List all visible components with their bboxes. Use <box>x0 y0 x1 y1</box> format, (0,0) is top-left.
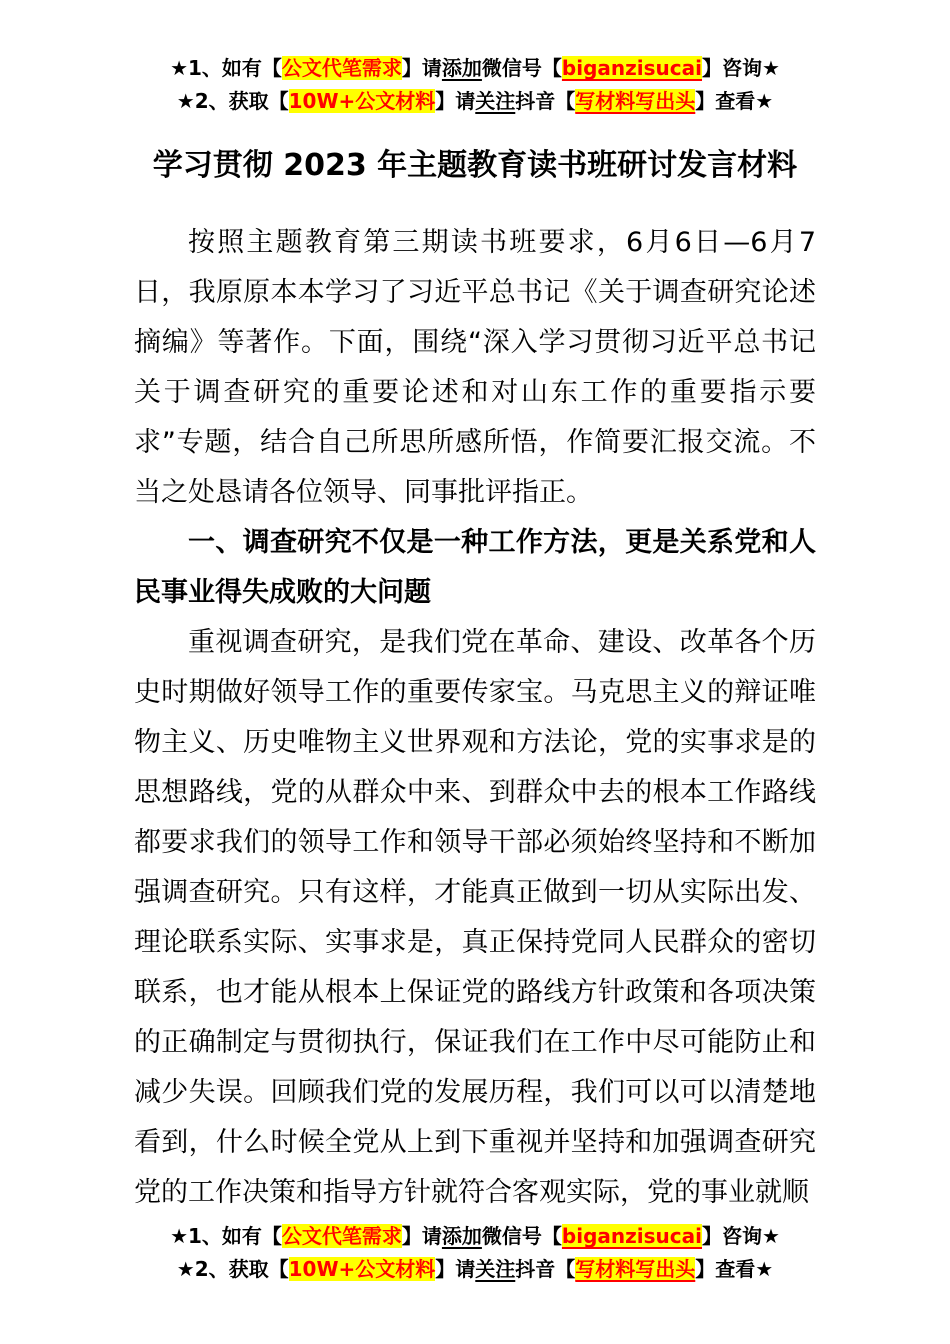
paragraph-intro: 按照主题教育第三期读书班要求，6月6日—6月7日，我原原本本学习了习近平总书记《关于调查研究论述摘编》等著作。下面，围绕“深入学习贯彻习近平总书记关于调查研究的重要论述和对山东工作的重要指示要求”专题，结合自己所思所感所悟，作简要汇报交流。不当之处恳请各位领导、同事批评指正。 <box>134 227 816 508</box>
promo-wechat-id: biganzisucai <box>561 1224 702 1248</box>
promo-banner-top <box>0 0 950 118</box>
promo-douyin-name: 写材料写出头 <box>575 1257 696 1281</box>
promo-prefix: ★1、如有【 <box>170 1224 282 1248</box>
promo-prefix: ★2、获取【 <box>176 1257 289 1281</box>
promo-suffix: 】查看★ <box>695 89 774 113</box>
promo-line-1 <box>0 52 950 85</box>
promo-prefix: ★2、获取【 <box>176 89 289 113</box>
promo-text: 】请 <box>401 56 442 80</box>
promo-suffix: 】咨询★ <box>702 1224 780 1248</box>
promo-text: 】请 <box>401 1224 442 1248</box>
promo-banner-bottom <box>0 1220 950 1286</box>
promo-text: 微信号【 <box>481 56 562 80</box>
section-heading-1: 一、调查研究不仅是一种工作方法，更是关系党和人民事业得失成败的大问题 <box>134 527 816 608</box>
promo-service-highlight: 公文代笔需求 <box>281 56 402 80</box>
promo-line-2 <box>0 1253 950 1286</box>
document-body <box>134 218 816 1218</box>
promo-material-highlight: 10W+公文材料 <box>288 89 436 113</box>
document-title: 学习贯彻 2023 年主题教育读书班研讨发言材料 <box>152 148 798 183</box>
promo-action-add: 添加 <box>441 56 482 80</box>
promo-action-follow: 关注 <box>475 89 516 113</box>
promo-action-follow: 关注 <box>475 1257 516 1281</box>
promo-line-1 <box>0 1220 950 1253</box>
promo-action-add: 添加 <box>441 1224 482 1248</box>
promo-wechat-id: biganzisucai <box>561 56 702 80</box>
promo-text: 微信号【 <box>481 1224 562 1248</box>
promo-text: 】请 <box>435 89 476 113</box>
promo-suffix: 】查看★ <box>695 1257 774 1281</box>
promo-text: 抖音【 <box>515 89 576 113</box>
promo-line-2 <box>0 85 950 118</box>
paragraph-section-1-body: 重视调查研究，是我们党在革命、建设、改革各个历史时期做好领导工作的重要传家宝。马克思主义的辩证唯物主义、历史唯物主义世界观和方法论，党的实事求是的思想路线，党的从群众中来、到群众中去的根本工作路线都要求我们的领导工作和领导干部必须始终坚持和不断加强调查研究。只有这样，才能真正做到一切从实际出发、理论联系实际、实事求是，真正保持党同人民群众的密切联系，也才能从根本上保证党的路线方针政策和各项决策的正确制定与贯彻执行，保证我们在工作中尽可能防止和减少失误。回顾我们党的发展历程，我们可以可以清楚地看到，什么时候全党从上到下重视并坚持和加强调查研究党的工作决策和指导方针就符合客观实际，党的事业就顺 <box>134 627 816 1208</box>
promo-service-highlight: 公文代笔需求 <box>281 1224 402 1248</box>
promo-text: 】请 <box>435 1257 476 1281</box>
promo-suffix: 】咨询★ <box>702 56 780 80</box>
promo-douyin-name: 写材料写出头 <box>575 89 696 113</box>
promo-prefix: ★1、如有【 <box>170 56 282 80</box>
promo-text: 抖音【 <box>515 1257 576 1281</box>
promo-material-highlight: 10W+公文材料 <box>288 1257 436 1281</box>
